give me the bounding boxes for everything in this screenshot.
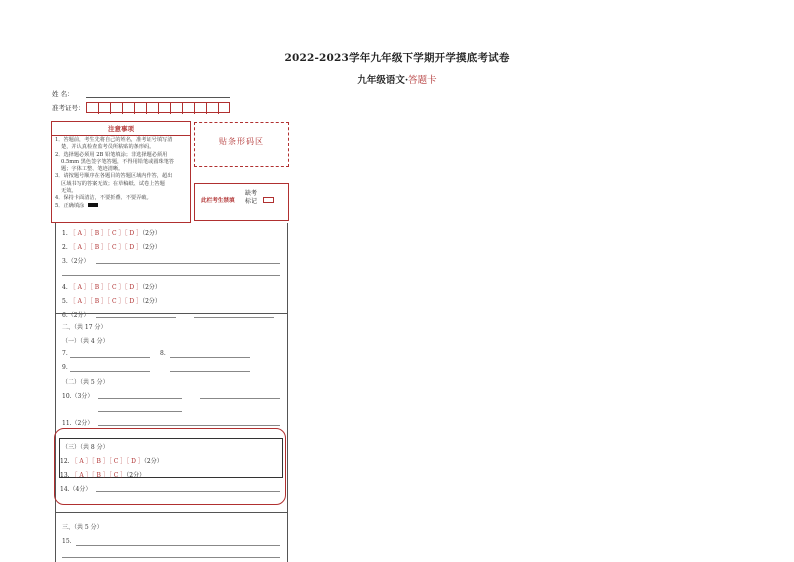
- option-b[interactable]: ［ B ］: [91, 458, 109, 465]
- absent-box: [194, 183, 289, 221]
- barcode-label: 贴条形码区: [219, 137, 264, 146]
- notice-item: 题；字体工整、笔迹清晰。: [61, 166, 124, 173]
- ticket-digit-cell[interactable]: [111, 103, 123, 114]
- question-score: （2分）: [126, 472, 146, 479]
- filled-mark-sample: [88, 203, 98, 207]
- question-12: [60, 456, 163, 465]
- question-14: 14.（4分）: [60, 486, 92, 493]
- question-4: [62, 282, 161, 291]
- barcode-area: [194, 122, 289, 167]
- question-9: 9.: [62, 364, 68, 371]
- notice-item: 无效。: [61, 188, 77, 195]
- answer-line[interactable]: [98, 398, 182, 399]
- notice-title: 注意事项: [108, 125, 134, 133]
- answer-line[interactable]: [200, 398, 280, 399]
- option-a[interactable]: ［ A ］: [69, 298, 90, 305]
- ticket-label: 准考证号：: [52, 104, 85, 112]
- section-divider: [55, 512, 287, 513]
- option-c[interactable]: ［ C ］: [108, 458, 127, 465]
- option-a[interactable]: ［ A ］: [69, 244, 90, 251]
- notice-box: [51, 121, 191, 223]
- answer-line[interactable]: [98, 425, 280, 426]
- notice-item: 楚，并认真检查监考员所粘贴的条形码。: [61, 144, 155, 151]
- absent-note: 此栏考生禁填: [201, 198, 235, 204]
- ticket-digit-cell[interactable]: [99, 103, 111, 114]
- answer-line[interactable]: [96, 263, 280, 264]
- ticket-digit-cell[interactable]: [183, 103, 195, 114]
- notice-item-text: 5．正确填涂: [55, 202, 85, 209]
- option-b[interactable]: ［ B ］: [91, 472, 109, 479]
- option-b[interactable]: ［ B ］: [89, 244, 108, 251]
- subtitle-answer-card: 答题卡: [408, 75, 437, 86]
- option-c[interactable]: ［ C ］: [107, 230, 125, 237]
- notice-item: 1．答题前，考生先将自己的姓名，准考证号填写清: [55, 137, 173, 143]
- option-c[interactable]: ［ C ］: [107, 284, 125, 291]
- subsection-1-heading: （一）（共 4 分）: [62, 338, 109, 345]
- notice-item: [55, 203, 187, 210]
- notice-item: 2．选择题必须用 2B 铅笔填涂；非选择题必须用: [55, 151, 168, 158]
- ticket-digit-cell[interactable]: [135, 103, 147, 114]
- question-score: （2分）: [143, 458, 163, 465]
- option-a[interactable]: ［ A ］: [71, 458, 92, 465]
- question-number: 4.: [62, 284, 68, 291]
- option-a[interactable]: ［ A ］: [71, 472, 92, 479]
- question-1: [62, 228, 161, 237]
- question-score: （2分）: [142, 230, 161, 237]
- question-number: 5.: [62, 298, 68, 305]
- question-3: 3.（2分）: [62, 258, 90, 265]
- page-subtitle: [0, 72, 794, 86]
- question-5: [62, 296, 161, 305]
- ticket-digit-cell[interactable]: [159, 103, 171, 114]
- absent-label-2: 标记: [245, 198, 258, 205]
- question-score: （2分）: [142, 284, 161, 291]
- answer-line[interactable]: [96, 317, 176, 318]
- notice-item: 0.5mm 黑色签字笔答题，不得用铅笔或圆珠笔答: [61, 158, 175, 165]
- option-a[interactable]: ［ A ］: [69, 230, 90, 237]
- ticket-digit-cell[interactable]: [87, 103, 99, 114]
- option-d[interactable]: ［ D ］: [124, 244, 143, 251]
- subsection-3-heading: （三）（共 8 分）: [62, 444, 109, 451]
- option-c[interactable]: ［ C ］: [107, 298, 125, 305]
- ticket-digit-cell[interactable]: [123, 103, 135, 114]
- section-2-heading: 二、（共 17 分）: [62, 324, 107, 331]
- section-3-heading: 三、（共 5 分）: [62, 524, 103, 531]
- absent-label-1: 缺考: [245, 190, 258, 197]
- question-10: 10.（3分）: [62, 393, 94, 400]
- option-d[interactable]: ［ D ］: [124, 298, 143, 305]
- option-c[interactable]: ［ C ］: [108, 472, 127, 479]
- ticket-digit-cell[interactable]: [147, 103, 159, 114]
- ticket-digit-cell[interactable]: [171, 103, 183, 114]
- answer-line[interactable]: [170, 371, 250, 372]
- section-divider: [55, 313, 287, 314]
- question-number: 2.: [62, 244, 68, 251]
- answer-line[interactable]: [170, 357, 250, 358]
- ticket-number-grid[interactable]: [86, 102, 230, 113]
- answer-line[interactable]: [62, 275, 280, 276]
- ticket-digit-cell[interactable]: [219, 103, 231, 114]
- ticket-digit-cell[interactable]: [195, 103, 207, 114]
- option-b[interactable]: ［ B ］: [89, 284, 108, 291]
- answer-line[interactable]: [96, 491, 280, 492]
- question-8: 8.: [160, 350, 166, 357]
- question-score: （2分）: [142, 244, 161, 251]
- answer-line[interactable]: [98, 411, 182, 412]
- option-d[interactable]: ［ D ］: [124, 230, 143, 237]
- question-13: [60, 470, 145, 479]
- frame-right-border: [287, 223, 288, 562]
- name-label: 姓 名：: [52, 90, 74, 98]
- option-c[interactable]: ［ C ］: [107, 244, 125, 251]
- subsection-2-heading: （二）（共 5 分）: [62, 379, 109, 386]
- notice-item: 区域书写的答案无效；在草稿纸、试卷上答题: [61, 180, 165, 187]
- name-field[interactable]: [86, 97, 230, 98]
- answer-line[interactable]: [70, 371, 150, 372]
- page-title: 2022-2023学年九年级下学期开学摸底考试卷: [284, 52, 510, 64]
- answer-line[interactable]: [76, 545, 280, 546]
- question-number: 12.: [60, 458, 70, 465]
- answer-line[interactable]: [62, 557, 280, 558]
- option-d[interactable]: ［ D ］: [126, 458, 144, 465]
- option-b[interactable]: ［ B ］: [89, 298, 108, 305]
- question-number: 1.: [62, 230, 68, 237]
- question-score: （2分）: [142, 298, 161, 305]
- option-a[interactable]: ［ A ］: [69, 284, 90, 291]
- question-6: 6.（2分）: [62, 312, 90, 319]
- notice-item: 4．保持卡面清洁，不要折叠、不要弄破。: [55, 195, 152, 202]
- option-d[interactable]: ［ D ］: [124, 284, 143, 291]
- notice-item: 3．请按题号顺序在各题目的答题区域内作答，超出: [55, 173, 173, 180]
- answer-line[interactable]: [194, 317, 274, 318]
- absent-checkbox[interactable]: [263, 197, 274, 203]
- question-number: 13.: [60, 472, 70, 479]
- subtitle-main: 九年级语文·: [357, 75, 409, 86]
- question-15: 15.: [62, 538, 72, 545]
- answer-line[interactable]: [70, 357, 150, 358]
- question-7: 7.: [62, 350, 68, 357]
- ticket-digit-cell[interactable]: [207, 103, 219, 114]
- question-2: [62, 242, 161, 251]
- option-b[interactable]: ［ B ］: [89, 230, 108, 237]
- question-11: 11.（2分）: [62, 420, 94, 427]
